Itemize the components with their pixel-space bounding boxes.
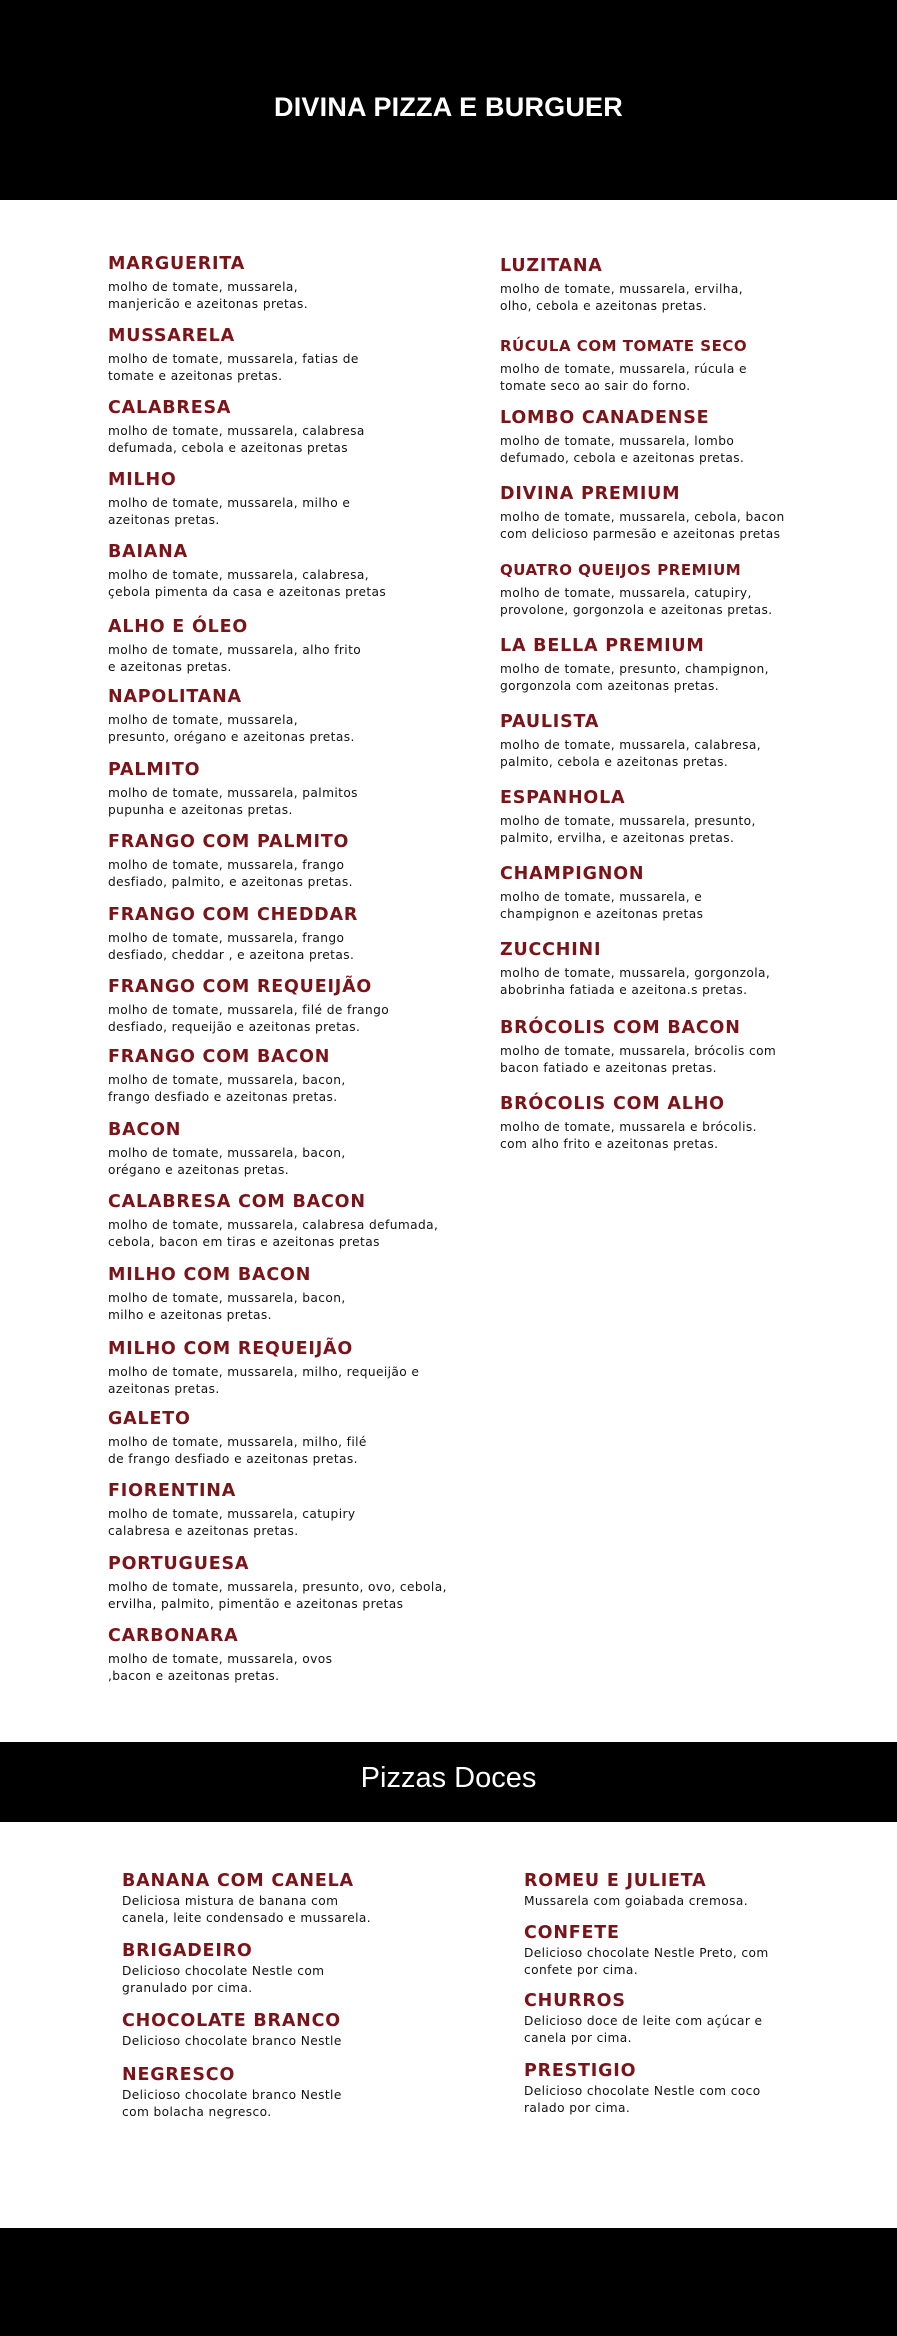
menu-item [108,1337,468,1398]
page-title: DIVINA PIZZA E BURGUER [274,92,623,122]
menu-item [108,1045,468,1106]
item-description: molho de tomate, mussarela, calabresa defumada, cebola e azeitonas pretas [108,424,365,455]
menu-item [122,1869,422,1927]
menu-item [108,396,468,457]
menu-item [108,1190,468,1251]
item-name: LOMBO CANADENSE [500,408,710,428]
menu-item [500,1016,820,1077]
item-name: CARBONARA [108,1626,239,1646]
item-name: LA BELLA PREMIUM [500,636,705,656]
menu-item [500,786,820,847]
item-description: molho de tomate, mussarela, filé de frango desfiado, requeijão e azeitonas pretas. [108,1003,390,1034]
menu-item [108,1263,468,1324]
item-name: CHURROS [524,1991,626,2011]
menu-item [108,758,468,819]
menu-item [500,1092,820,1153]
item-description: Deliciosa mistura de banana com canela, leite condensado e mussarela. [122,1894,372,1925]
section-title: Pizzas Doces [360,1762,537,1794]
menu-item [122,2009,422,2050]
item-description: Delicioso chocolate Nestle com granulado por cima. [122,1964,325,1995]
item-name: FRANGO COM REQUEIJÃO [108,977,373,997]
item-name: BRÓCOLIS COM ALHO [500,1094,725,1114]
menu-item [500,334,820,395]
item-name: CHAMPIGNON [500,864,645,884]
item-description: molho de tomate, presunto, champignon, gorgonzola com azeitonas pretas. [500,662,769,693]
item-description: molho de tomate, mussarela, calabresa, palmito, cebola e azeitonas pretas. [500,738,761,769]
item-name: NAPOLITANA [108,687,242,707]
item-description: Delicioso doce de leite com açúcar e canela por cima. [524,2014,763,2045]
item-description: molho de tomate, mussarela, catupiry calabresa e azeitonas pretas. [108,1507,356,1538]
item-name: MUSSARELA [108,326,235,346]
item-description: molho de tomate, mussarela, presunto, orégano e azeitonas pretas. [108,713,355,744]
menu-item [500,254,820,315]
item-description: molho de tomate, mussarela, gorgonzola, abobrinha fatiada e azeitona.s pretas. [500,966,771,997]
item-name: PRESTIGIO [524,2061,637,2081]
item-description: Delicioso chocolate Nestle com coco ralado por cima. [524,2084,761,2115]
item-description: Mussarela com goiabada cremosa. [524,1894,748,1908]
item-description: molho de tomate, mussarela, calabresa defumada, cebola, bacon em tiras e azeitonas pretas [108,1218,439,1249]
item-description: molho de tomate, mussarela, catupiry, provolone, gorgonzola e azeitonas pretas. [500,586,773,617]
item-description: Delicioso chocolate branco Nestle [122,2034,342,2048]
item-name: PAULISTA [500,712,600,732]
item-description: molho de tomate, mussarela e brócolis. com alho frito e azeitonas pretas. [500,1120,757,1151]
item-description: molho de tomate, mussarela, brócolis com bacon fatiado e azeitonas pretas. [500,1044,777,1075]
item-name: ROMEU E JULIETA [524,1871,707,1891]
item-description: molho de tomate, mussarela, presunto, palmito, ervilha, e azeitonas pretas. [500,814,756,845]
item-description: molho de tomate, mussarela, frango desfiado, palmito, e azeitonas pretas. [108,858,353,889]
menu-item [108,685,468,746]
item-description: molho de tomate, mussarela, ervilha, olho, cebola e azeitonas pretas. [500,282,744,313]
item-description: molho de tomate, mussarela, bacon, frango desfiado e azeitonas pretas. [108,1073,346,1104]
menu-item [108,903,468,964]
menu-item [500,862,820,923]
item-description: molho de tomate, mussarela, bacon, orégano e azeitonas pretas. [108,1146,346,1177]
menu-item [108,1118,468,1179]
item-description: molho de tomate, mussarela, rúcula e tomate seco ao sair do forno. [500,362,747,393]
item-name: ESPANHOLA [500,788,626,808]
menu-item [108,975,468,1036]
menu-item [500,938,820,999]
item-description: molho de tomate, mussarela, milho, filé de frango desfiado e azeitonas pretas. [108,1435,367,1466]
item-description: molho de tomate, mussarela, milho, requeijão e azeitonas pretas. [108,1365,420,1396]
item-name: GALETO [108,1409,191,1429]
item-description: molho de tomate, mussarela, bacon, milho e azeitonas pretas. [108,1291,346,1322]
menu-item [524,1989,824,2047]
item-description: molho de tomate, mussarela, lombo defumado, cebola e azeitonas pretas. [500,434,745,465]
item-name: BRIGADEIRO [122,1941,253,1961]
item-name: LUZITANA [500,256,603,276]
menu-item [108,1407,468,1468]
item-name: CALABRESA COM BACON [108,1192,366,1212]
item-description: molho de tomate, mussarela, fatias de tomate e azeitonas pretas. [108,352,359,383]
item-name: FRANGO COM CHEDDAR [108,905,359,925]
item-description: molho de tomate, mussarela, manjericão e azeitonas pretas. [108,280,309,311]
item-name: BAIANA [108,542,188,562]
item-description: molho de tomate, mussarela, milho e azeitonas pretas. [108,496,351,527]
item-name: ZUCCHINI [500,940,602,960]
item-name: RÚCULA COM TOMATE SECO [500,337,748,355]
item-name: MILHO [108,470,177,490]
item-name: NEGRESCO [122,2065,236,2085]
menu-item [122,1939,422,1997]
item-name: FRANGO COM BACON [108,1047,331,1067]
menu-item [524,1869,824,1910]
menu-item [500,482,820,543]
item-description: molho de tomate, mussarela, calabresa, çebola pimenta da casa e azeitonas pretas [108,568,387,599]
item-description: molho de tomate, mussarela, ovos ,bacon e azeitonas pretas. [108,1652,333,1683]
item-name: QUATRO QUEIJOS PREMIUM [500,561,742,579]
item-name: PALMITO [108,760,201,780]
item-description: molho de tomate, mussarela, frango desfiado, cheddar , e azeitona pretas. [108,931,355,962]
doces-band [0,1742,897,1822]
item-description: molho de tomate, mussarela, presunto, ovo, cebola, ervilha, palmito, pimentão e azeitonas pretas [108,1580,447,1611]
menu-item [500,634,820,695]
footer-band [0,2228,897,2336]
menu-item [500,406,820,467]
menu-item [524,1921,824,1979]
item-name: ALHO E ÓLEO [108,617,249,637]
item-name: BACON [108,1120,182,1140]
item-description: molho de tomate, mussarela, e champignon e azeitonas pretas [500,890,704,921]
item-name: MARGUERITA [108,254,246,274]
menu-item [524,2059,824,2117]
menu-item [108,615,468,676]
item-name: CALABRESA [108,398,232,418]
menu-item [108,540,468,601]
item-name: FIORENTINA [108,1481,237,1501]
item-name: BANANA COM CANELA [122,1871,354,1891]
menu-item [108,252,468,313]
item-name: PORTUGUESA [108,1554,250,1574]
menu-item [500,558,820,619]
menu-item [108,1624,468,1685]
item-name: CHOCOLATE BRANCO [122,2011,341,2031]
item-name: MILHO COM BACON [108,1265,312,1285]
menu-item [108,1479,468,1540]
menu-item [108,468,468,529]
item-description: molho de tomate, mussarela, alho frito e azeitonas pretas. [108,643,362,674]
item-name: DIVINA PREMIUM [500,484,681,504]
menu-item [108,830,468,891]
item-description: Delicioso chocolate Nestle Preto, com confete por cima. [524,1946,769,1977]
item-name: CONFETE [524,1923,620,1943]
menu-item [108,1552,468,1613]
item-name: FRANGO COM PALMITO [108,832,350,852]
item-name: MILHO COM REQUEIJÃO [108,1339,354,1359]
menu-item [500,710,820,771]
item-description: molho de tomate, mussarela, palmitos pupunha e azeitonas pretas. [108,786,358,817]
header-band [0,0,897,200]
item-description: Delicioso chocolate branco Nestle com bolacha negresco. [122,2088,342,2119]
item-description: molho de tomate, mussarela, cebola, bacon com delicioso parmesão e azeitonas pretas [500,510,785,541]
menu-item [122,2063,422,2121]
menu-item [108,324,468,385]
item-name: BRÓCOLIS COM BACON [500,1018,741,1038]
